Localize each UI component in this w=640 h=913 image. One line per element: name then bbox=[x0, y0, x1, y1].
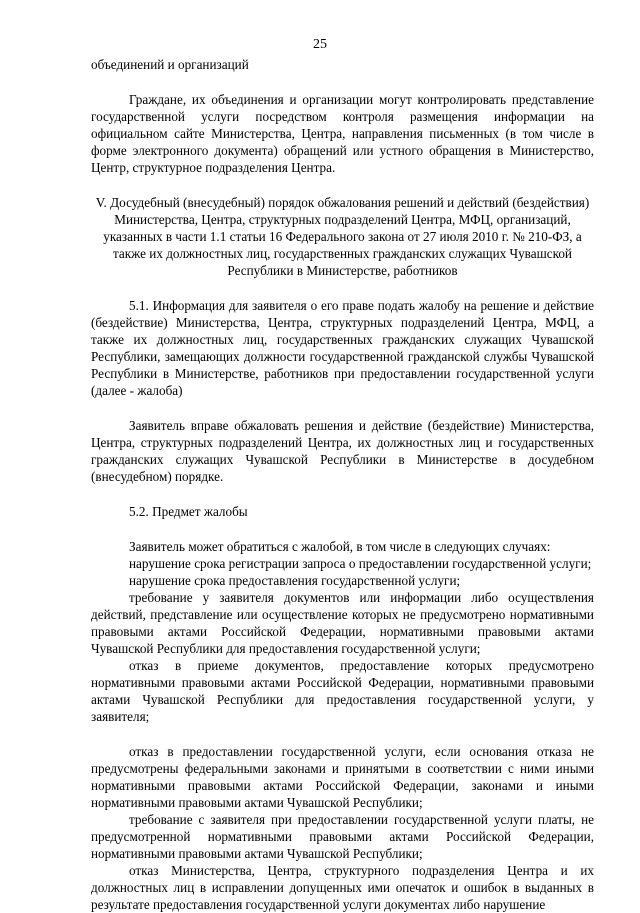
subsection-5-1-heading: 5.1. Информация для заявителя о его праве подать жалобу на решение и действие (бездействие) Министерства, Центра, структурных подразделений Центра, МФЦ, а также их должностных лиц, государственных гражданских служащих Чувашской Республики, замещающих должности государственной гражданской службы Чувашской Республики в Министерстве, работников при предоставлении государственной услуги (далее - жалоба) bbox=[91, 298, 594, 398]
list-item-refusal-acceptance: отказ в приеме документов, предоставление которых предусмотрено нормативными правовыми актами Российской Федерации, нормативными правовыми актами Чувашской Республики для предоставления государственной услуги, у заявителя; bbox=[91, 658, 594, 724]
list-item-extra-documents: требование у заявителя документов или информации либо осуществления действий, представление или осуществление которых не предусмотрено нормативными правовыми актами Российской Федерации, нормативными правовыми актами Чувашской Республики для предоставления государственной услуги; bbox=[91, 590, 594, 656]
paragraph-appeal-right: Заявитель вправе обжаловать решения и действие (бездействие) Министерства, Центра, структурных подразделений Центра, их должностных лиц и государственных гражданских служащих Чувашской Республики в Министерстве в досудебном (внесудебном) порядке. bbox=[91, 418, 594, 484]
list-item-service-delay: нарушение срока предоставления государственной услуги; bbox=[129, 573, 461, 588]
list-item-refusal-correction: отказ Министерства, Центра, структурного подразделения Центра и их должностных лиц в исправлении допущенных ими опечаток и ошибок в выданных в результате предоставления государственной услуги документах либо нарушение bbox=[91, 863, 594, 912]
paragraph-continuation: объединений и организаций bbox=[91, 57, 249, 72]
section-heading-v: V. Досудебный (внесудебный) порядок обжалования решений и действий (бездействия) Министерства, Центра, структурных подразделений Центра, МФЦ, организаций, указанных в части 1.1 статьи 16 Федерального закона от 27 июля 2010 г. № 210-ФЗ, а также их должностных лиц, государственных гражданских служащих Чувашской Республики в Министерстве, работников bbox=[95, 195, 590, 278]
paragraph-cases-intro: Заявитель может обратиться с жалобой, в том числе в следующих случаях: bbox=[129, 539, 551, 554]
document-body bbox=[91, 56, 594, 913]
list-item-registration-delay: нарушение срока регистрации запроса о предоставлении государственной услуги; bbox=[129, 556, 592, 571]
list-item-unlawful-fee: требование с заявителя при предоставлении государственной услуги платы, не предусмотренной нормативными правовыми актами Российской Федерации, нормативными правовыми актами Чувашской Республики; bbox=[91, 812, 594, 861]
page-number: 25 bbox=[313, 37, 327, 52]
subsection-5-2-heading: 5.2. Предмет жалобы bbox=[129, 504, 248, 519]
paragraph-citizens-control: Граждане, их объединения и организации могут контролировать представление государственной услуги посредством контроля размещения информации на официальном сайте Министерства, Центра, направления письменных (в том числе в форме электронного документа) обращений или устного обращения в Министерство, Центр, структурное подразделения Центра. bbox=[91, 92, 594, 175]
list-item-refusal-service: отказ в предоставлении государственной услуги, если основания отказа не предусмотрены федеральными законами и принятыми в соответствии с ними иными нормативными правовыми актами Российской Федерации, законами и иными нормативными правовыми актами Чувашской Республики; bbox=[91, 744, 594, 810]
